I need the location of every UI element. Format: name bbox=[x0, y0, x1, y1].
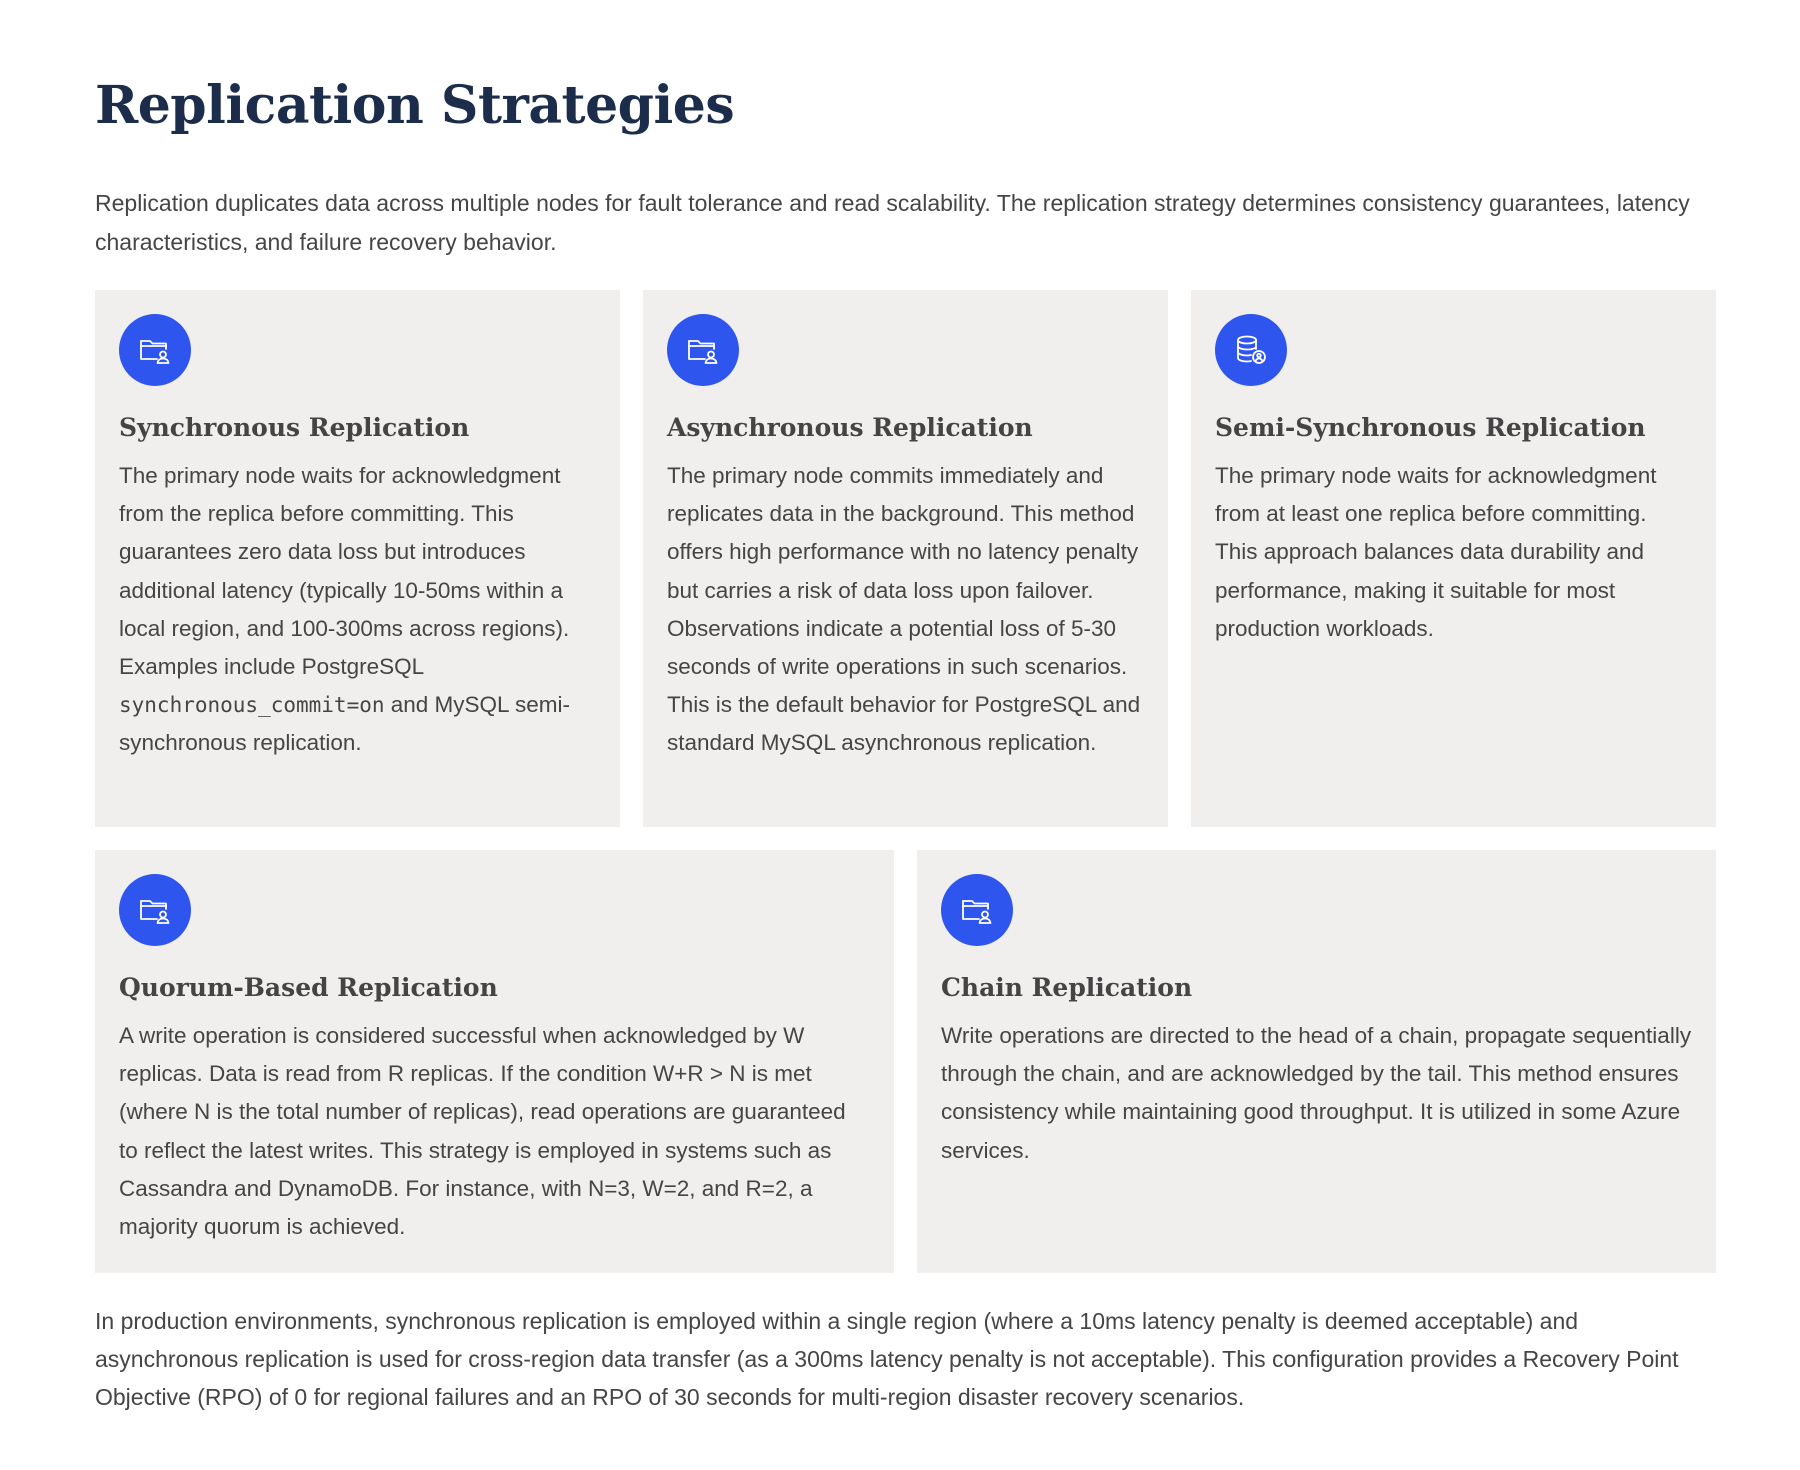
database-user-icon bbox=[1215, 314, 1287, 386]
folder-user-icon bbox=[119, 874, 191, 946]
card-body: Write operations are directed to the head of a chain, propagate sequentially through the chain, and are acknowledged by the tail. This method ensures consistency while maintaining good throughput. It is utilized in some Azure services. bbox=[941, 1023, 1692, 1163]
intro-paragraph: Replication duplicates data across multiple nodes for fault tolerance and read scalability. The replication strategy determines consistency guarantees, latency characteristics, and failure recovery behavior. bbox=[95, 190, 1690, 255]
card-chain-replication bbox=[917, 850, 1716, 1273]
card-title: Chain Replication bbox=[941, 973, 1193, 1002]
folder-user-icon bbox=[119, 314, 191, 386]
folder-user-icon bbox=[667, 314, 739, 386]
card-title: Semi-Synchronous Replication bbox=[1215, 413, 1646, 442]
card-synchronous-replication bbox=[95, 290, 620, 827]
card-body: The primary node waits for acknowledgment from at least one replica before committing. This approach balances data durability and performance, making it suitable for most production workloads. bbox=[1215, 463, 1657, 641]
code-snippet: synchronous_commit=on bbox=[119, 693, 385, 718]
card-body: A write operation is considered successful when acknowledged by W replicas. Data is read from R replicas. If the condition W+R > N is met (where N is the total number of replicas), read operations are guaranteed to reflect the latest writes. This strategy is employed in systems such as Cassandra and DynamoDB. For instance, with N=3, W=2, and R=2, a majority quorum is achieved. bbox=[119, 1023, 846, 1240]
folder-user-icon bbox=[941, 874, 1013, 946]
card-asynchronous-replication bbox=[643, 290, 1168, 827]
card-title: Asynchronous Replication bbox=[667, 413, 1033, 442]
card-body: The primary node waits for acknowledgment from the replica before committing. This guarantees zero data loss but introduces additional latency (typically 10-50ms within a local region, and 100-300ms across regions). Examples include PostgreSQL synchronous_commit=on and MySQL semi-synchronous replication. bbox=[119, 463, 570, 756]
page-title: Replication Strategies bbox=[95, 75, 735, 136]
card-title: Synchronous Replication bbox=[119, 413, 470, 442]
card-quorum-based-replication bbox=[95, 850, 894, 1273]
card-body: The primary node commits immediately and replicates data in the background. This method offers high performance with no latency penalty but carries a risk of data loss upon failover. Observations indicate a potential loss of 5-30 seconds of write operations in such scenarios. This is the default behavior for PostgreSQL and standard MySQL asynchronous replication. bbox=[667, 463, 1141, 756]
card-semi-synchronous-replication bbox=[1191, 290, 1716, 827]
card-title: Quorum-Based Replication bbox=[119, 973, 498, 1002]
summary-paragraph: In production environments, synchronous replication is employed within a single region (where a 10ms latency penalty is deemed acceptable) and asynchronous replication is used for cross-region data transfer (as a 300ms latency penalty is not acceptable). This configuration provides a Recovery Point Objective (RPO) of 0 for regional failures and an RPO of 30 seconds for multi-region disaster recovery scenarios. bbox=[95, 1308, 1679, 1410]
